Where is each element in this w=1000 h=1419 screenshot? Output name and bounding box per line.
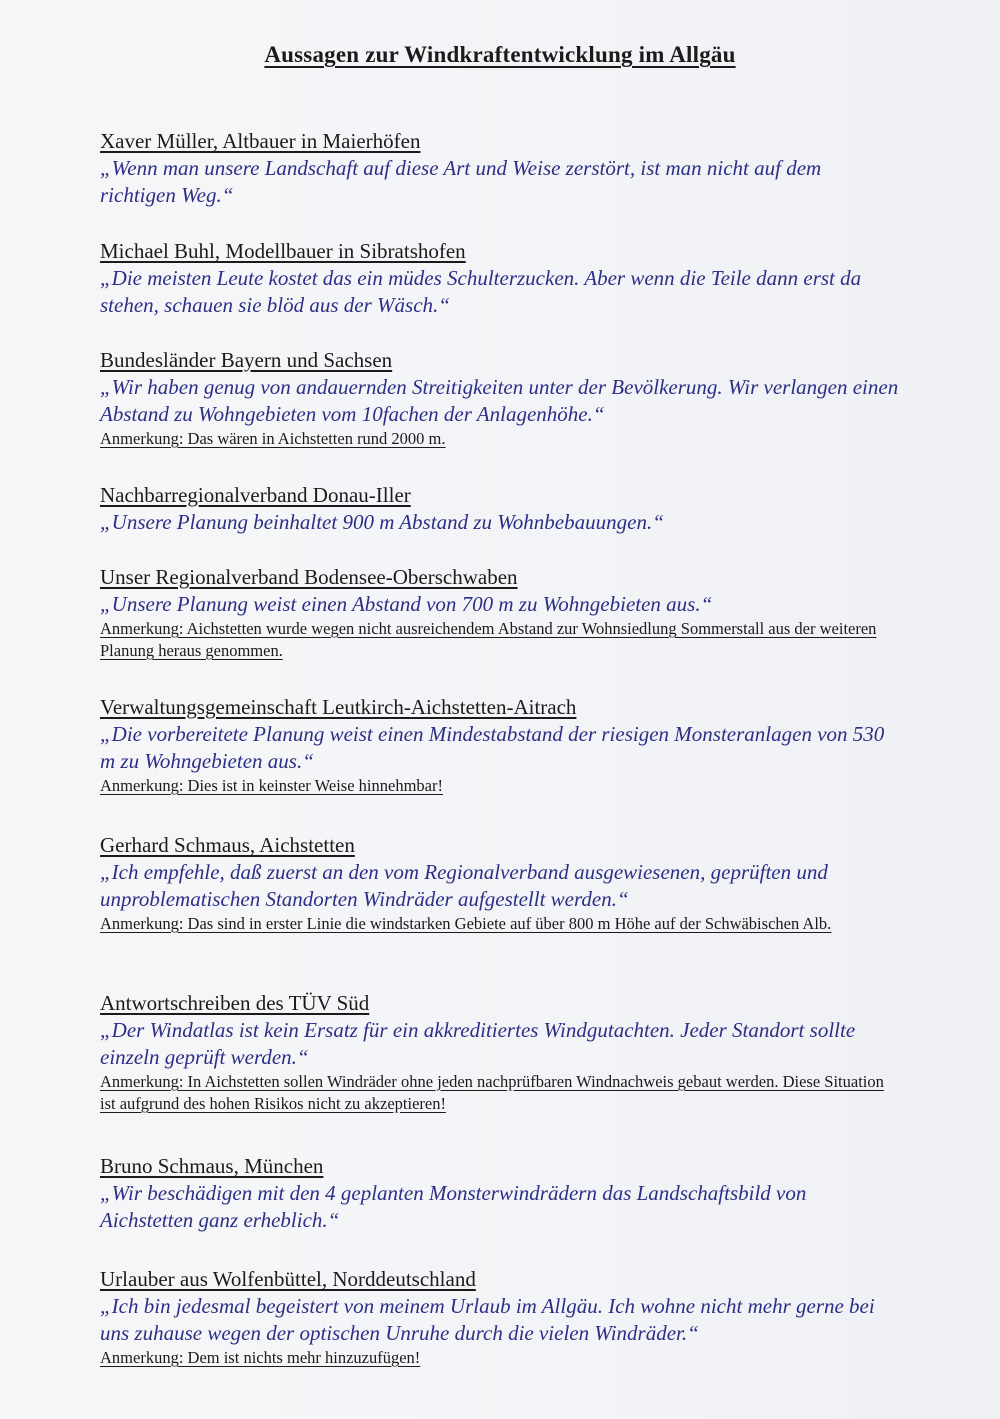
statement-entry bbox=[100, 1266, 900, 1369]
statement-note: Anmerkung: Dem ist nichts mehr hinzuzufügen! bbox=[100, 1348, 421, 1367]
statement-speaker: Urlauber aus Wolfenbüttel, Norddeutschland bbox=[100, 1267, 476, 1291]
statement-speaker: Verwaltungsgemeinschaft Leutkirch-Aichstetten-Aitrach bbox=[100, 695, 577, 719]
statement-speaker: Xaver Müller, Altbauer in Maierhöfen bbox=[100, 129, 421, 153]
statement-note: Anmerkung: Aichstetten wurde wegen nicht ausreichendem Abstand zur Wohnsiedlung Sommerstall aus der weiteren Planung heraus genommen. bbox=[100, 619, 877, 660]
statement-note: Anmerkung: Dies ist in keinster Weise hinnehmbar! bbox=[100, 776, 443, 795]
statement-note: Anmerkung: Das sind in erster Linie die windstarken Gebiete auf über 800 m Höhe auf der Schwäbischen Alb. bbox=[100, 914, 832, 933]
statement-note: Anmerkung: Das wären in Aichstetten rund 2000 m. bbox=[100, 429, 446, 448]
statement-entry bbox=[100, 1153, 900, 1234]
statement-entry bbox=[100, 990, 900, 1115]
statement-note: Anmerkung: In Aichstetten sollen Windräder ohne jeden nachprüfbaren Windnachweis gebaut werden. Diese Situation ist aufgrund des hohen Risikos nicht zu akzeptieren! bbox=[100, 1072, 884, 1113]
statement-speaker: Bruno Schmaus, München bbox=[100, 1154, 324, 1178]
statement-speaker: Unser Regionalverband Bodensee-Oberschwaben bbox=[100, 565, 518, 589]
statement-entry bbox=[100, 128, 900, 209]
statement-quote: „Die meisten Leute kostet das ein müdes Schulterzucken. Aber wenn die Teile dann erst da stehen, schauen sie blöd aus der Wäsch.“ bbox=[100, 266, 862, 317]
statement-speaker: Michael Buhl, Modellbauer in Sibratshofen bbox=[100, 239, 466, 263]
page-title: Aussagen zur Windkraftentwicklung im Allgäu bbox=[264, 42, 736, 67]
statement-quote: „Ich bin jedesmal begeistert von meinem Urlaub im Allgäu. Ich wohne nicht mehr gerne bei uns zuhause wegen der optischen Unruhe durch die vielen Windräder.“ bbox=[100, 1294, 875, 1345]
statement-speaker: Antwortschreiben des TÜV Süd bbox=[100, 991, 370, 1015]
statement-quote: „Wir beschädigen mit den 4 geplanten Monsterwindrädern das Landschaftsbild von Aichstetten ganz erheblich.“ bbox=[100, 1181, 807, 1232]
statement-quote: „Ich empfehle, daß zuerst an den vom Regionalverband ausgewiesenen, geprüften und unproblematischen Standorten Windräder aufgestellt werden.“ bbox=[100, 860, 828, 911]
statement-entry bbox=[100, 564, 900, 662]
statement-entry bbox=[100, 347, 900, 450]
statement-quote: „Wir haben genug von andauernden Streitigkeiten unter der Bevölkerung. Wir verlangen einen Abstand zu Wohngebieten vom 10fachen der Anlagenhöhe.“ bbox=[100, 375, 899, 426]
statement-entry bbox=[100, 694, 900, 797]
statement-quote: „Die vorbereitete Planung weist einen Mindestabstand der riesigen Monsteranlagen von 530 m zu Wohngebieten aus.“ bbox=[100, 722, 885, 773]
statement-entry bbox=[100, 832, 900, 935]
statement-entry bbox=[100, 482, 900, 536]
statement-speaker: Nachbarregionalverband Donau-Iller bbox=[100, 483, 411, 507]
statement-quote: „Der Windatlas ist kein Ersatz für ein akkreditiertes Windgutachten. Jeder Standort sollte einzeln geprüft werden.“ bbox=[100, 1018, 856, 1069]
statement-quote: „Wenn man unsere Landschaft auf diese Art und Weise zerstört, ist man nicht auf dem richtigen Weg.“ bbox=[100, 156, 822, 207]
statement-speaker: Bundesländer Bayern und Sachsen bbox=[100, 348, 393, 372]
statement-quote: „Unsere Planung beinhaltet 900 m Abstand zu Wohnbebauungen.“ bbox=[100, 510, 664, 534]
statement-quote: „Unsere Planung weist einen Abstand von 700 m zu Wohngebieten aus.“ bbox=[100, 592, 713, 616]
statement-speaker: Gerhard Schmaus, Aichstetten bbox=[100, 833, 355, 857]
statement-entry bbox=[100, 238, 900, 319]
